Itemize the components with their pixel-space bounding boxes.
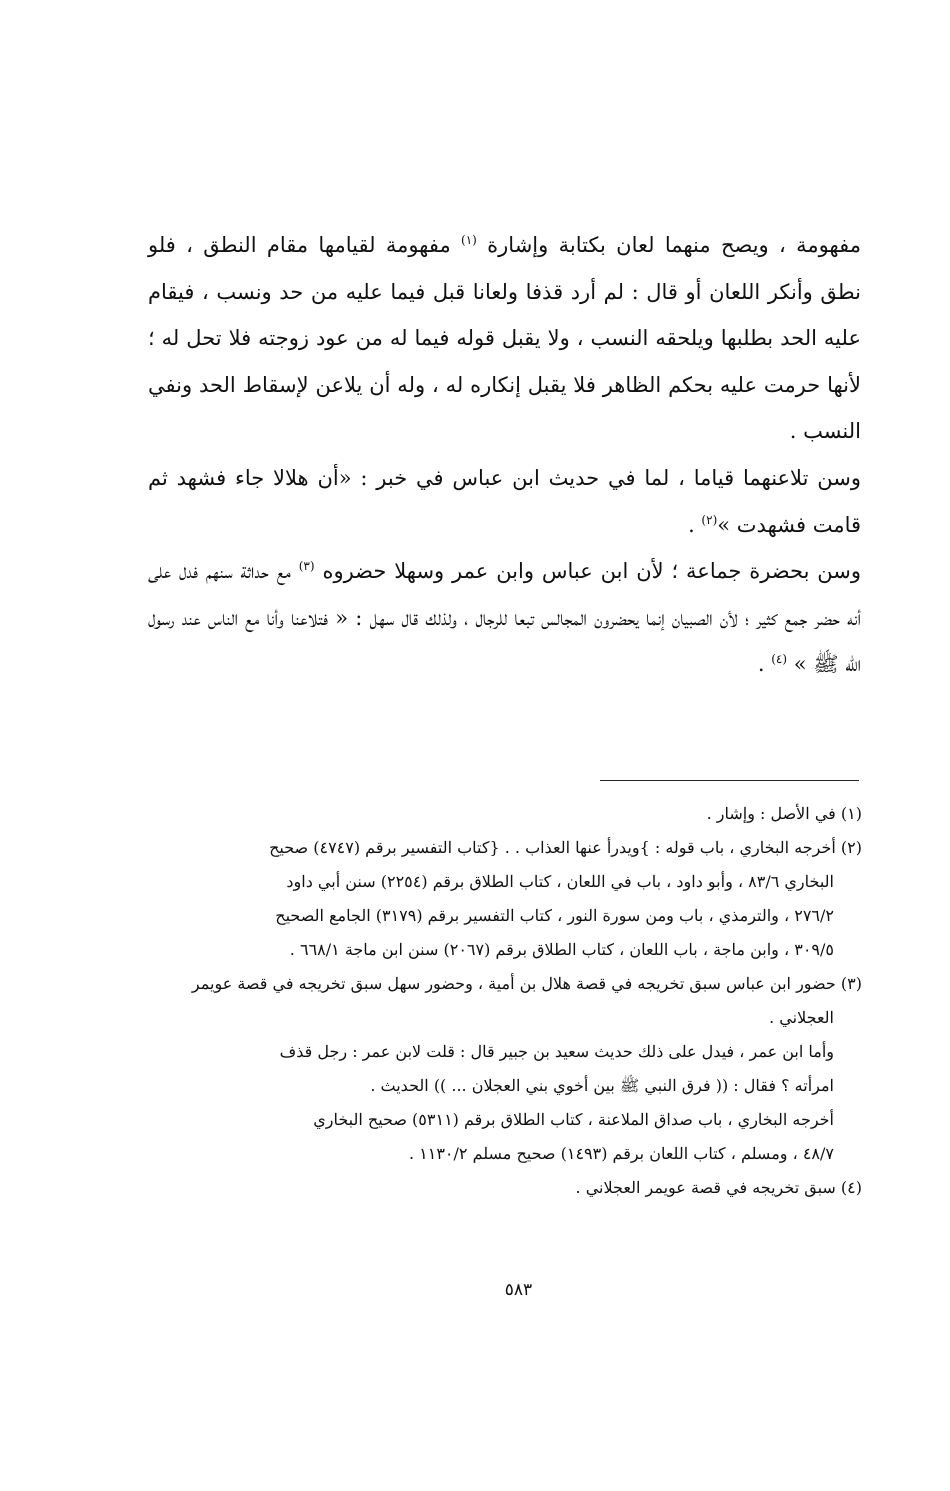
footnote-2-line: البخاري ٨٣/٦ ، وأبو داود ، باب في اللعان ، كتاب الطلاق برقم (٢٢٥٤) سنن أبي داود — [286, 872, 834, 891]
paragraph-1-text-a: مفهومة ، ويصح منهما لعان بكتابة وإشارة — [476, 233, 861, 257]
page-number: ٥٨٣ — [504, 1280, 533, 1300]
paragraph-3-text-c: . — [757, 652, 772, 677]
footnote-ref-4[interactable]: (٤) — [771, 652, 788, 667]
paragraph-2-text-a: وسن تلاعنهما قياما ، لما في حديث ابن عباس في خبر : «أن هلالا جاء فشهد ثم قامت فشهدت » — [148, 465, 861, 537]
footnote-3-line: أخرجه البخاري ، باب صداق الملاعنة ، كتاب الطلاق برقم (٥٣١١) صحيح البخاري — [313, 1110, 834, 1129]
footnote-2-line: ٣٠٩/٥ ، وابن ماجة ، باب اللعان ، كتاب الطلاق برقم (٢٠٦٧) سنن ابن ماجة ٦٦٨/١ . — [289, 940, 834, 959]
paragraph-1 — [148, 222, 861, 455]
paragraph-3-text-a: وسن بحضرة جماعة ؛ لأن ابن عباس وابن عمر وسهلا حضروه — [314, 559, 862, 584]
footnote-3 — [140, 967, 862, 1171]
paragraph-2 — [148, 455, 861, 548]
footnote-separator — [600, 780, 859, 781]
paragraph-3 — [148, 548, 861, 688]
footnote-3-line: وأما ابن عمر ، فيدل على ذلك حديث سعيد بن جبير قال : قلت لابن عمر : رجل قذف — [279, 1042, 834, 1061]
footnote-4-text: (٤) سبق تخريجه في قصة عويمر العجلاني . — [575, 1178, 862, 1197]
footnote-2-line: (٢) أخرجه البخاري ، باب قوله : }ويدرأ عنها العذاب . . {كتاب التفسير برقم (٤٧٤٧) صحيح — [269, 838, 862, 857]
footnote-4 — [140, 1171, 862, 1205]
footnote-1-text: (١) في الأصل : وإشار . — [706, 804, 862, 823]
footnotes — [140, 797, 862, 1205]
footnote-3-line: ٤٨/٧ ، ومسلم ، كتاب اللعان برقم (١٤٩٣) صحيح مسلم ١١٣٠/٢ . — [408, 1144, 834, 1163]
footnote-2-line: ٢٧٦/٢ ، والترمذي ، باب ومن سورة النور ، كتاب التفسير برقم (٣١٧٩) الجامع الصحيح — [275, 906, 834, 925]
footnote-3-line: العجلاني . — [769, 1008, 834, 1027]
paragraph-2-text-b: . — [688, 512, 702, 537]
main-text — [148, 222, 861, 688]
footnote-3-line: امرأته ؟ فقال : (( فرق النبي ﷺ بين أخوي بني العجلان ... )) الحديث . — [370, 1076, 834, 1095]
footnote-1 — [140, 797, 862, 831]
footnote-ref-2[interactable]: (٢) — [701, 512, 718, 527]
paragraph-1-text-b: مفهومة لقيامها مقام النطق ، فلو نطق وأنكر اللعان أو قال : لم أرد قذفا ولعانا قبل فيما عليه من حد ونسب ، فيقام عليه الحد بطلبها ويلحقه النسب ، ولا يقبل قوله فيما له من عود زوجته فلا تحل له ؛ لأنها حرمت عليه بحكم الظاهر فلا يقبل إنكاره له ، وله أن يلاعن لإسقاط الحد ونفي النسب . — [148, 233, 861, 444]
footnote-2 — [140, 831, 862, 967]
footnote-ref-3[interactable]: (٣) — [298, 559, 315, 574]
paragraph-3-text-b: مع حداثة سنهم فدل على أنه حضر جمع كثير ؛ لأن الصبيان إنما يحضرون المجالس تبعا للرجال ، ولذلك قال سهل : « فتلاعنا وأنا مع الناس عند رسول الله ﷺ » — [148, 559, 861, 677]
footnote-3-line: (٣) حضور ابن عباس سبق تخريجه في قصة هلال بن أمية ، وحضور سهل سبق تخريجه في قصة عويمر — [191, 974, 862, 993]
footnote-ref-1[interactable]: (١) — [461, 233, 477, 247]
